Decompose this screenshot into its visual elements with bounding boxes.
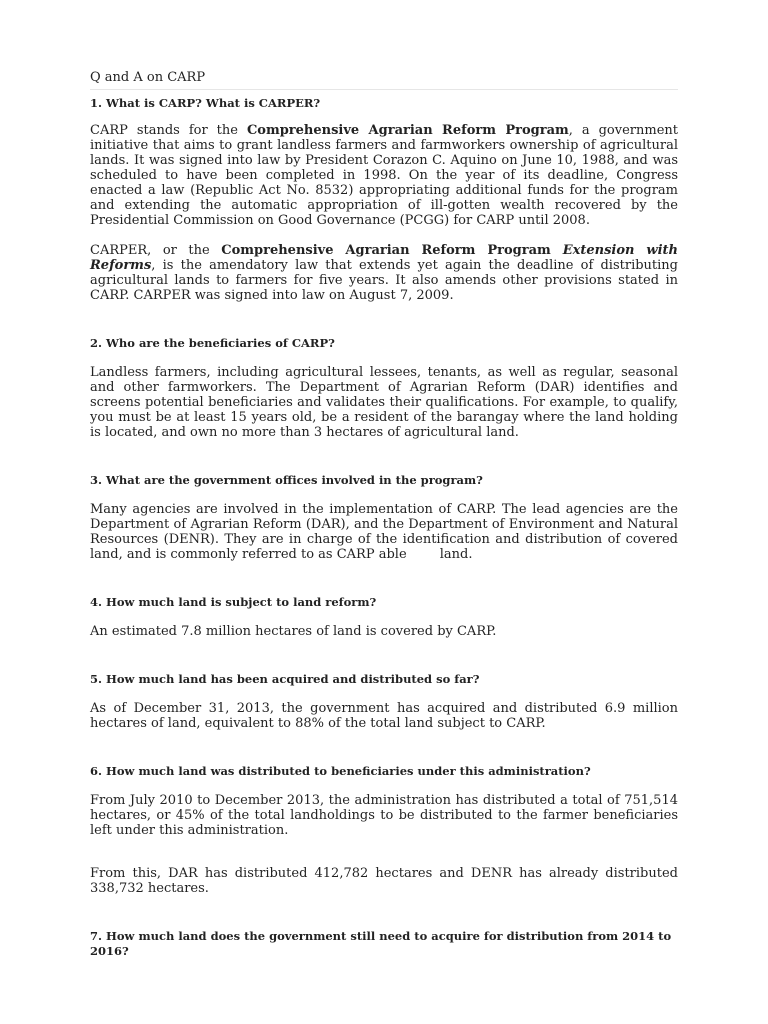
- answer-2: Landless farmers, including agricultural lessees, tenants, as well as regular, seasonal and other farmworkers. The Department of Agrarian Reform (DAR) identifies and screens potential beneficiaries and validates their qualifications. For example, to qualify, you must be at least 15 years old, be a resident of the barangay where the land holding is located, and own no more than 3 hectares of agricultural land.: [90, 365, 678, 440]
- document-title: Q and A on CARP: [90, 70, 678, 90]
- answer-1-text: , is the amendatory law that extends yet again the deadline of distributing agricultural lands to farmers for five years. It also amends other provisions stated in CARP. CARPER was signed into law on August 7, 2009.: [90, 258, 678, 303]
- answer-6-paragraph-1: From July 2010 to December 2013, the administration has distributed a total of 751,514 hectares, or 45% of the total landholdings to be distributed to the farmer beneficiaries left under this administration.: [90, 793, 678, 838]
- question-3: 3. What are the government offices involved in the program?: [90, 473, 483, 487]
- answer-1-text: CARP stands for the: [90, 123, 247, 138]
- answer-6-paragraph-2: From this, DAR has distributed 412,782 hectares and DENR has already distributed 338,732 hectares.: [90, 866, 678, 896]
- answer-5: As of December 31, 2013, the government has acquired and distributed 6.9 million hectares of land, equivalent to 88% of the total land subject to CARP.: [90, 701, 678, 731]
- question-6: 6. How much land was distributed to beneficiaries under this administration?: [90, 764, 591, 778]
- answer-3: Many agencies are involved in the implementation of CARP. The lead agencies are the Department of Agrarian Reform (DAR), and the Department of Environment and Natural Resources (DENR). They are in charge of the identification and distribution of covered land, and is commonly referred to as CARP able land.: [90, 502, 683, 562]
- carp-term: Comprehensive Agrarian Reform Program: [246, 123, 569, 138]
- question-1: 1. What is CARP? What is CARPER?: [90, 96, 321, 110]
- answer-1-text: , a government initiative that aims to grant landless farmers and farmworkers ownership of agricultural lands. It was signed into law by President Corazon C. Aquino on June 10, 1988, and was scheduled to have been completed in 1998. On the year of its deadline, Congress enacted a law (Republic Act No. 8532) appropriating additional funds for the program and extending the automatic appropriation of ill-gotten wealth recovered by the Presidential Commission on Good Governance (PCGG) for CARP until 2008.: [90, 123, 678, 228]
- question-4: 4. How much land is subject to land reform?: [90, 595, 377, 609]
- answer-4: An estimated 7.8 million hectares of land is covered by CARP.: [90, 624, 497, 639]
- carper-term-emphasis: Extension with Reforms: [90, 243, 678, 273]
- answer-1-text: CARPER, or the: [90, 243, 222, 258]
- answer-1-paragraph-2: [90, 243, 678, 303]
- question-7: 7. How much land does the government still need to acquire for distribution from 2014 to 2016?: [90, 929, 672, 958]
- question-5: 5. How much land has been acquired and distributed so far?: [90, 672, 480, 686]
- question-2: 2. Who are the beneficiaries of CARP?: [90, 336, 335, 350]
- carper-term: Comprehensive Agrarian Reform Program: [221, 243, 563, 258]
- answer-1-paragraph-1: [90, 123, 678, 228]
